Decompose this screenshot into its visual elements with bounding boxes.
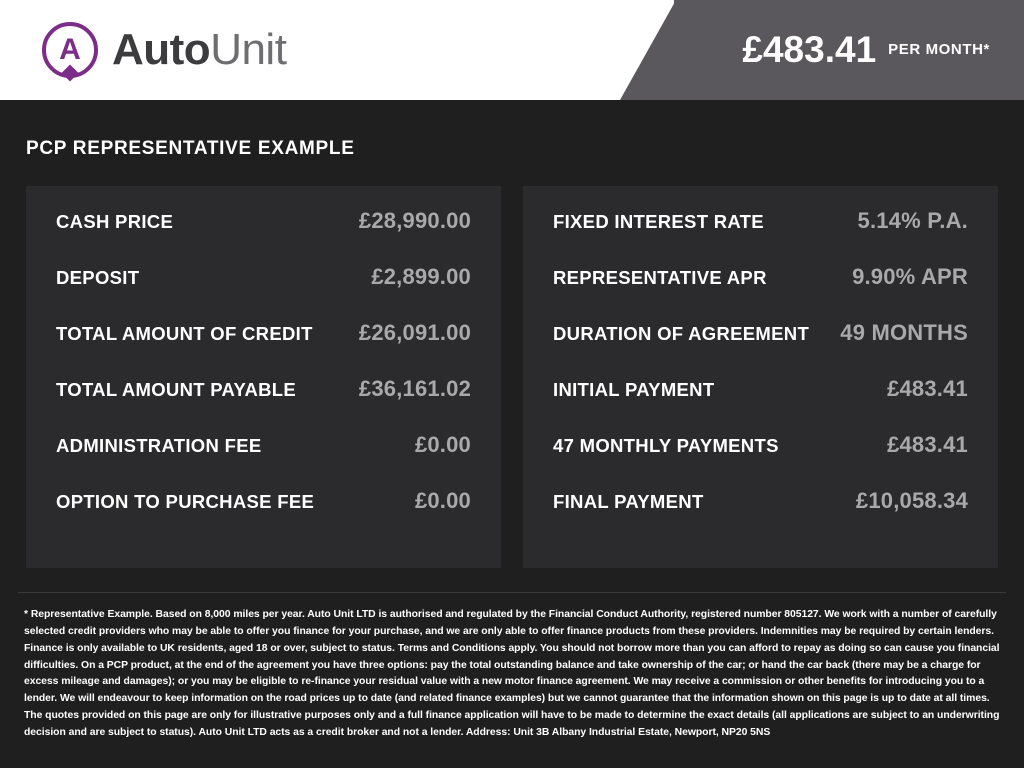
row-label: TOTAL AMOUNT OF CREDIT [56,323,313,344]
page-title: PCP REPRESENTATIVE EXAMPLE [26,138,355,159]
table-row [553,264,968,320]
row-label: DURATION OF AGREEMENT [553,323,810,344]
row-label: CASH PRICE [56,211,174,232]
row-label: OPTION TO PURCHASE FEE [56,491,315,512]
row-value: £483.41 [887,432,968,457]
monthly-price-amount: £483.41 [742,29,877,70]
brand-name [112,25,286,75]
row-label: ADMINISTRATION FEE [56,435,262,456]
row-value: £2,899.00 [371,264,471,289]
brand-name-primary: Auto [112,25,211,74]
finance-table-right [523,186,998,568]
row-value: £483.41 [887,376,968,401]
brand-name-secondary: Unit [210,25,287,74]
table-row [56,208,471,264]
row-value: 5.14% P.A. [857,208,968,233]
table-row [553,488,968,544]
row-label: INITIAL PAYMENT [553,379,715,400]
row-value: £28,990.00 [358,208,471,233]
brand-logo[interactable] [42,22,286,78]
row-label: TOTAL AMOUNT PAYABLE [56,379,297,400]
table-row [56,432,471,488]
row-label: DEPOSIT [56,267,140,288]
row-value: £0.00 [414,488,471,513]
row-label: FINAL PAYMENT [553,491,704,512]
row-value: £0.00 [414,432,471,457]
auto-unit-logo-icon [42,22,98,78]
table-row [56,320,471,376]
table-row [553,432,968,488]
table-row [553,320,968,376]
table-row [56,376,471,432]
disclaimer-text: * Representative Example. Based on 8,000 miles per year. Auto Unit LTD is authorised and regulated by the Financial Conduct Authority, registered number 805127. We work with a number of carefully selected credit providers who may be able to offer you finance for your purchase, and we are only able to offer finance products from these providers. Indemnities may be required by certain lenders. Finance is only available to UK residents, aged 18 or over, subject to status. Terms and Conditions apply. You should not borrow more than you can afford to repay as doing so can cause you financial difficulties. On a PCP product, at the end of the agreement you have three options: pay the total outstanding balance and take ownership of the car; or hand the car back (there may be a charge for excess mileage and damages); or you may be eligible to re-finance your residual value with a new motor finance agreement. We may receive a commission or other benefits for introducing you to a lender. We will endeavour to keep information on the road prices up to date (and related finance examples) but we cannot guarantee that the information shown on this page is up to date at all times. The quotes provided on this page are only for illustrative purposes only and a full finance application will have to be made to determine the exact details (all applications are subject to an underwriting decision and are subject to status). Auto Unit LTD acts as a credit broker and not a lender. Address: Unit 3B Albany Industrial Estate, Newport, NP20 5NS [24,609,1000,738]
table-row [56,488,471,544]
finance-table-left [26,186,501,568]
row-value: £26,091.00 [358,320,471,345]
row-value: 49 MONTHS [840,320,968,345]
finance-tables [0,160,1024,568]
row-label: REPRESENTATIVE APR [553,267,767,288]
row-value: 9.90% APR [852,264,968,289]
row-label: FIXED INTEREST RATE [553,211,764,232]
logo-letter: A [59,33,81,66]
table-row [56,264,471,320]
row-value: £36,161.02 [358,376,471,401]
table-row [553,376,968,432]
row-label: 47 MONTHLY PAYMENTS [553,435,779,456]
table-row [553,208,968,264]
monthly-price-panel [674,0,1024,100]
page-header [0,0,1024,100]
row-value: £10,058.34 [855,488,968,513]
monthly-price-period: PER MONTH* [888,40,990,58]
